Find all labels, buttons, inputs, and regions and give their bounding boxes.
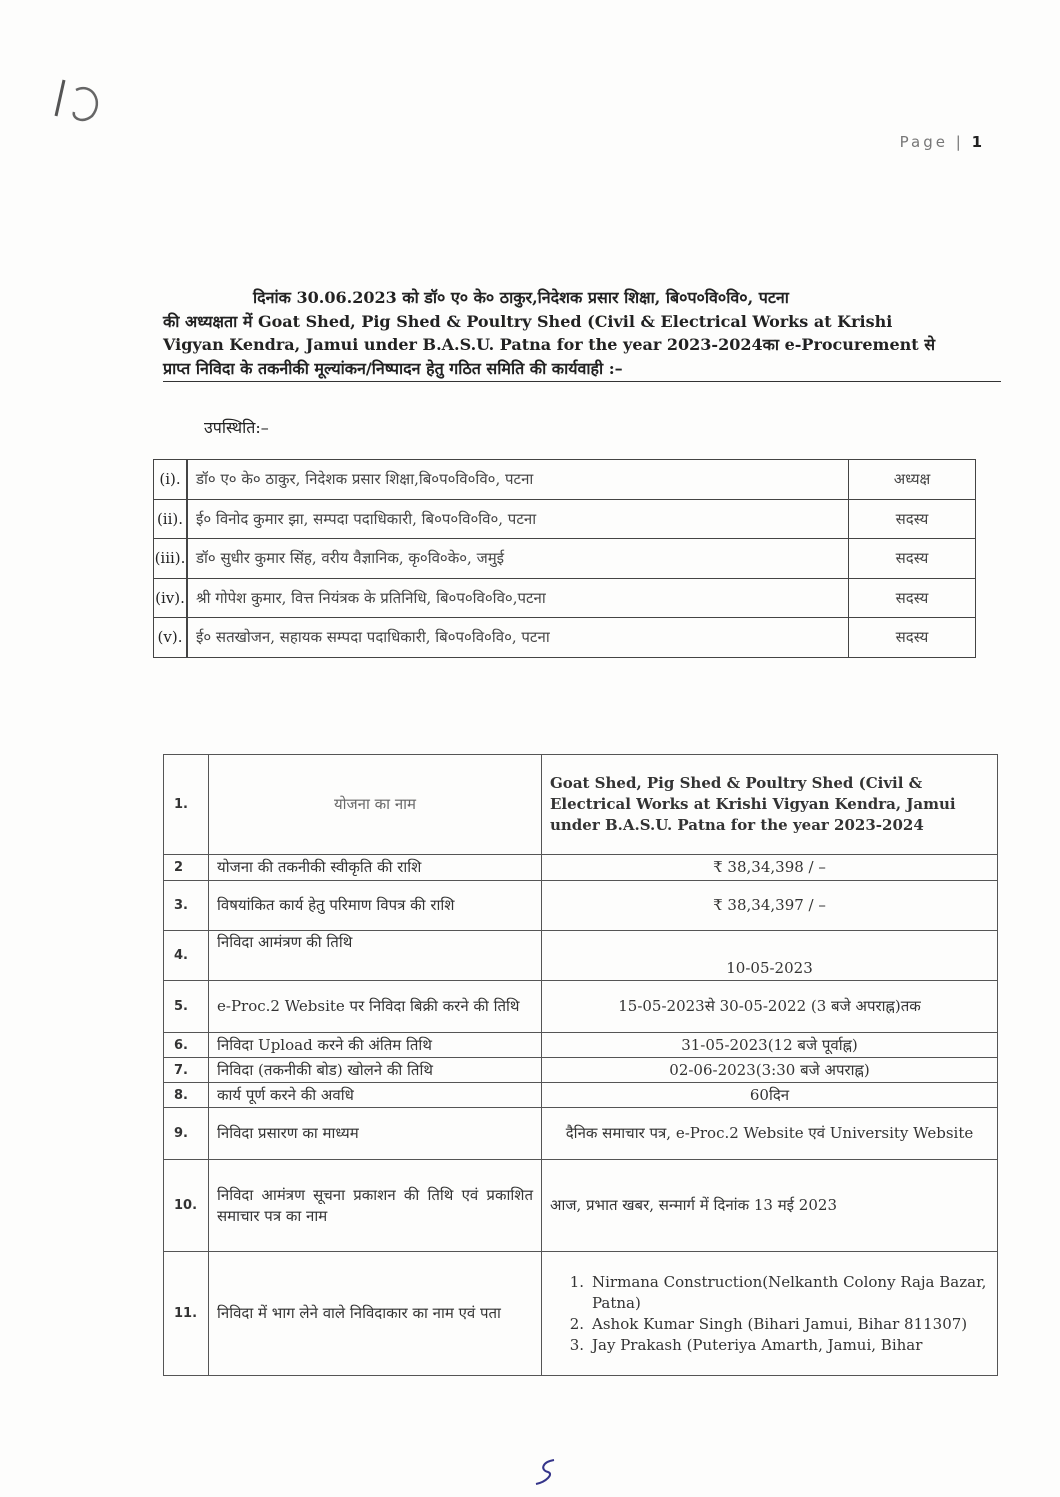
member-number: (ii).	[154, 499, 188, 539]
table-row	[154, 539, 976, 579]
table-row	[164, 881, 998, 931]
member-name: डॉ० सुधीर कुमार सिंह, वरीय वैज्ञानिक, कृ०वि०के०, जमुई	[187, 539, 849, 579]
row-value: 02-06-2023(3:30 बजे अपराह्न)	[542, 1058, 998, 1083]
member-name: डॉ० ए० के० ठाकुर, निदेशक प्रसार शिक्षा,बि०प०वि०वि०, पटना	[187, 460, 849, 500]
tender-details-table	[163, 754, 998, 1376]
row-number: 6.	[164, 1033, 209, 1058]
table-row	[164, 1083, 998, 1108]
page-number: Page | 1	[899, 133, 982, 151]
table-row	[154, 618, 976, 658]
member-number: (iv).	[154, 578, 188, 618]
table-row	[164, 855, 998, 881]
scheme-name-value: Goat Shed, Pig Shed & Poultry Shed (Civil & Electrical Works at Krishi Vigyan Kendra, Jamui under B.A.S.U. Patna for the year 2023-2024	[542, 755, 998, 855]
row-number: 11.	[164, 1252, 209, 1376]
bidders-list	[550, 1272, 989, 1356]
table-row	[154, 578, 976, 618]
row-value: ₹ 38,34,397 / –	[542, 881, 998, 931]
member-name: ई० विनोद कुमार झा, सम्पदा पदाधिकारी, बि०प०वि०वि०, पटना	[187, 499, 849, 539]
row-label: निविदा आमंत्रण की तिथि	[209, 931, 542, 981]
heading-line: दिनांक 30.06.2023 को डॉ० ए० के० ठाकुर,निदेशक प्रसार शिक्षा, बि०प०वि०वि०, पटना	[253, 288, 789, 307]
row-number: 5.	[164, 981, 209, 1033]
table-row	[164, 1252, 998, 1376]
row-label: योजना का नाम	[209, 755, 542, 855]
row-label: कार्य पूर्ण करने की अवधि	[209, 1083, 542, 1108]
table-row	[164, 931, 998, 981]
proceedings-heading	[163, 286, 1001, 382]
row-label: विषयांकित कार्य हेतु परिमाण विपत्र की राशि	[209, 881, 542, 931]
row-number: 1.	[164, 755, 209, 855]
row-value: 15-05-2023से 30-05-2022 (3 बजे अपराह्न)तक	[542, 981, 998, 1033]
table-row	[154, 460, 976, 500]
member-number: (v).	[154, 618, 188, 658]
row-number: 3.	[164, 881, 209, 931]
row-number: 8.	[164, 1083, 209, 1108]
member-name: श्री गोपेश कुमार, वित्त नियंत्रक के प्रतिनिधि, बि०प०वि०वि०,पटना	[187, 578, 849, 618]
row-number: 2	[164, 855, 209, 881]
table-row	[164, 1058, 998, 1083]
handwritten-mark	[52, 72, 122, 132]
member-number: (i).	[154, 460, 188, 500]
bidders-cell	[542, 1252, 998, 1376]
table-row	[154, 499, 976, 539]
heading-line: की अध्यक्षता में Goat Shed, Pig Shed & Poultry Shed (Civil & Electrical Works at Krishi	[163, 311, 893, 331]
list-item: 1. Nirmana Construction(Nelkanth Colony Raja Bazar, Patna)	[569, 1272, 987, 1312]
heading-line: Vigyan Kendra, Jamui under B.A.S.U. Patna for the year 2023-2024का e-Procurement से	[163, 335, 936, 354]
row-value: आज, प्रभात खबर, सन्मार्ग में दिनांक 13 मई 2023	[542, 1160, 998, 1252]
row-label: निविदा प्रसारण का माध्यम	[209, 1108, 542, 1160]
signature-mark	[532, 1456, 562, 1486]
row-number: 10.	[164, 1160, 209, 1252]
member-number: (iii).	[154, 539, 188, 579]
row-label: निविदा (तकनीकी बोड) खोलने की तिथि	[209, 1058, 542, 1083]
member-role: सदस्य	[849, 539, 976, 579]
member-role: सदस्य	[849, 499, 976, 539]
table-row	[164, 981, 998, 1033]
row-number: 7.	[164, 1058, 209, 1083]
row-label: निविदा में भाग लेने वाले निविदाकार का नाम एवं पता	[209, 1252, 542, 1376]
row-label: योजना की तकनीकी स्वीकृति की राशि	[209, 855, 542, 881]
row-label: निविदा आमंत्रण सूचना प्रकाशन की तिथि एवं प्रकाशित समाचार पत्र का नाम	[209, 1160, 542, 1252]
committee-members-table	[153, 459, 976, 658]
row-value: ₹ 38,34,398 / –	[542, 855, 998, 881]
list-item: 2. Ashok Kumar Singh (Bihari Jamui, Bihar 811307)	[569, 1314, 968, 1333]
row-value: 60दिन	[542, 1083, 998, 1108]
attendance-label: उपस्थिति:–	[204, 418, 269, 437]
row-number: 9.	[164, 1108, 209, 1160]
member-role: सदस्य	[849, 578, 976, 618]
list-item: 3. Jay Prakash (Puteriya Amarth, Jamui, Bihar	[569, 1335, 923, 1354]
table-row	[164, 1160, 998, 1252]
heading-line: प्राप्त निविदा के तकनीकी मूल्यांकन/निष्पादन हेतु गठित समिति की कार्यवाही :–	[163, 358, 623, 378]
table-row	[164, 1108, 998, 1160]
row-label: e-Proc.2 Website पर निविदा बिक्री करने की तिथि	[209, 981, 542, 1033]
table-row	[164, 755, 998, 855]
member-name: ई० सतखोजन, सहायक सम्पदा पदाधिकारी, बि०प०वि०वि०, पटना	[187, 618, 849, 658]
row-number: 4.	[164, 931, 209, 981]
member-role: सदस्य	[849, 618, 976, 658]
row-label: निविदा Upload करने की अंतिम तिथि	[209, 1033, 542, 1058]
table-row	[164, 1033, 998, 1058]
row-value: 31-05-2023(12 बजे पूर्वाह्न)	[542, 1033, 998, 1058]
row-value: दैनिक समाचार पत्र, e-Proc.2 Website एवं University Website	[542, 1108, 998, 1160]
member-role: अध्यक्ष	[849, 460, 976, 500]
row-value: 10-05-2023	[542, 931, 998, 981]
